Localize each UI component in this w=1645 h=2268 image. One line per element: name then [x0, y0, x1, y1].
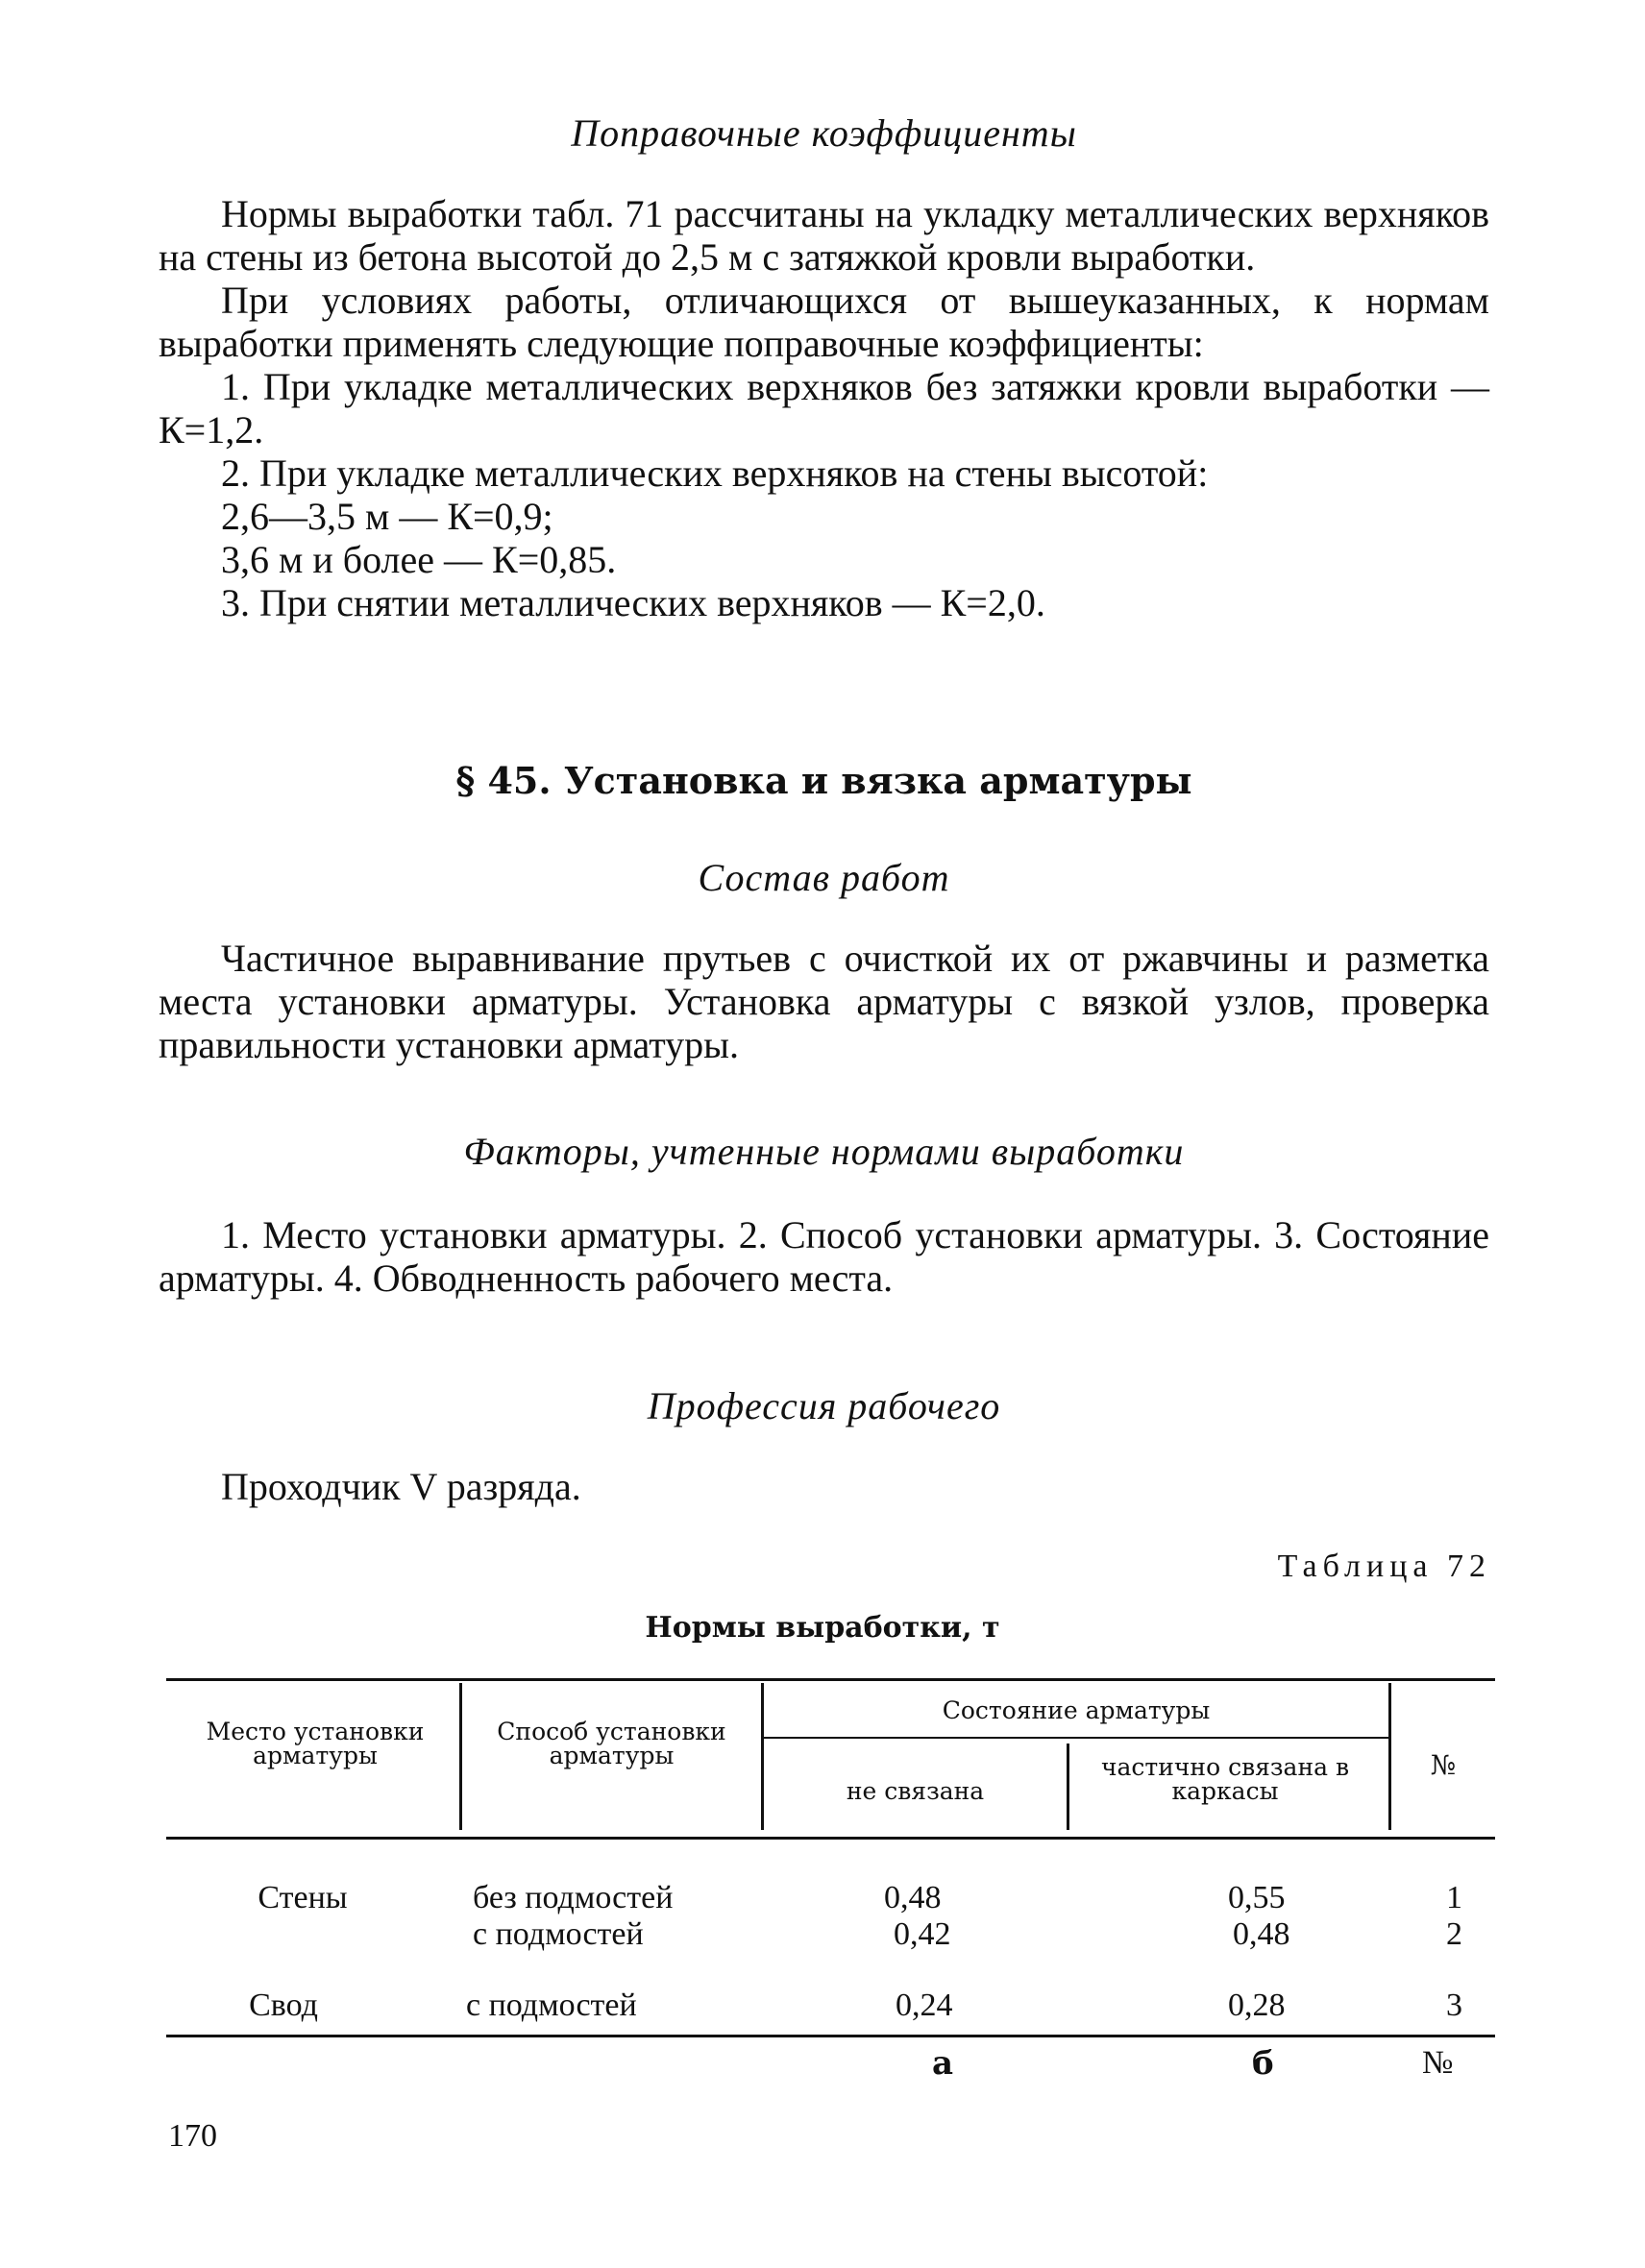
table-header-rule [166, 1837, 1495, 1840]
table-cell-a-3: 0,24 [896, 1988, 953, 2023]
table-cell-place-1: Стены [258, 1880, 348, 1915]
correction-heading: Поправочные коэффициенты [571, 111, 1077, 155]
profession-body [159, 1465, 1489, 1508]
page-number: 170 [168, 2118, 217, 2154]
table-cell-a-2: 0,42 [894, 1916, 951, 1952]
table-cell-b-2: 0,48 [1233, 1916, 1290, 1952]
correction-item-1: 1. При укладке металлических верхняков без затяжки кровли выработки — К=1,2. [159, 365, 1489, 451]
header-method: Способ установки арматуры [497, 1718, 726, 1769]
correction-paragraph-2: При условиях работы, отличающихся от вышеуказанных, к нормам выработки применять следующие поправочные коэффициенты: [159, 279, 1489, 365]
table-cell-num-2: 2 [1446, 1916, 1462, 1952]
table-cell-method-2: с подмостей [473, 1916, 644, 1952]
table-cell-num-3: 3 [1446, 1988, 1462, 2023]
factors-text: 1. Место установки арматуры. 2. Способ установки арматуры. 3. Состояние арматуры. 4. Обводненность рабочего места. [159, 1213, 1489, 1300]
header-place: Место установки арматуры [206, 1718, 425, 1769]
header-partly-tied: частично связана в каркасы [1100, 1753, 1350, 1805]
factors-body [159, 1213, 1489, 1300]
work-composition-text: Частичное выравнивание прутьев с очисткой их от ржавчины и разметка места установки арматуры. Установка арматуры с вязкой узлов, проверка правильности установки арматуры. [159, 937, 1489, 1066]
table-cell-method-1: без подмостей [473, 1880, 674, 1915]
correction-item-2: 2. При укладке металлических верхняков на стены высотой: [221, 451, 1209, 495]
table-cell-num-1: 1 [1446, 1880, 1462, 1915]
work-composition-body [159, 937, 1489, 1066]
correction-body [159, 192, 1489, 624]
section-title: § 45. Установка и вязка арматуры [455, 759, 1192, 802]
table-footer-num: № [1422, 2045, 1454, 2081]
table-state-rule [764, 1737, 1388, 1739]
table-cell-b-1: 0,55 [1228, 1880, 1286, 1915]
correction-item-3: 3. При снятии металлических верхняков — К=2,0. [221, 581, 1045, 624]
table-cell-b-3: 0,28 [1228, 1988, 1286, 2023]
header-not-tied: не связана [846, 1777, 985, 1805]
correction-paragraph-1: Нормы выработки табл. 71 рассчитаны на укладку металлических верхняков на стены из бетона высотой до 2,5 м с затяжкой кровли выработки. [159, 192, 1489, 279]
table-footer-a: а [932, 2044, 954, 2083]
header-state: Состояние арматуры [942, 1696, 1211, 1724]
profession-heading: Профессия рабочего [647, 1384, 1001, 1427]
correction-item-2a: 2,6—3,5 м — К=0,9; [221, 495, 553, 538]
table-footer-b: б [1252, 2044, 1274, 2083]
table-cell-method-3: с подмостей [466, 1988, 637, 2023]
table-cell-a-1: 0,48 [884, 1880, 942, 1915]
work-composition-heading: Состав работ [698, 856, 950, 899]
table-label: Таблица 72 [1277, 1549, 1491, 1584]
table-bottom-rule [166, 2035, 1495, 2037]
table-top-rule [166, 1678, 1495, 1681]
factors-heading: Факторы, учтенные нормами выработки [463, 1130, 1185, 1173]
table-title: Нормы выработки, т [645, 1611, 1000, 1645]
header-num: № [1430, 1749, 1457, 1781]
table-cell-place-3: Свод [249, 1988, 318, 2023]
profession-text: Проходчик V разряда. [221, 1465, 581, 1508]
table-divider-3 [1067, 1744, 1069, 1830]
correction-item-2b: 3,6 м и более — К=0,85. [221, 538, 617, 581]
